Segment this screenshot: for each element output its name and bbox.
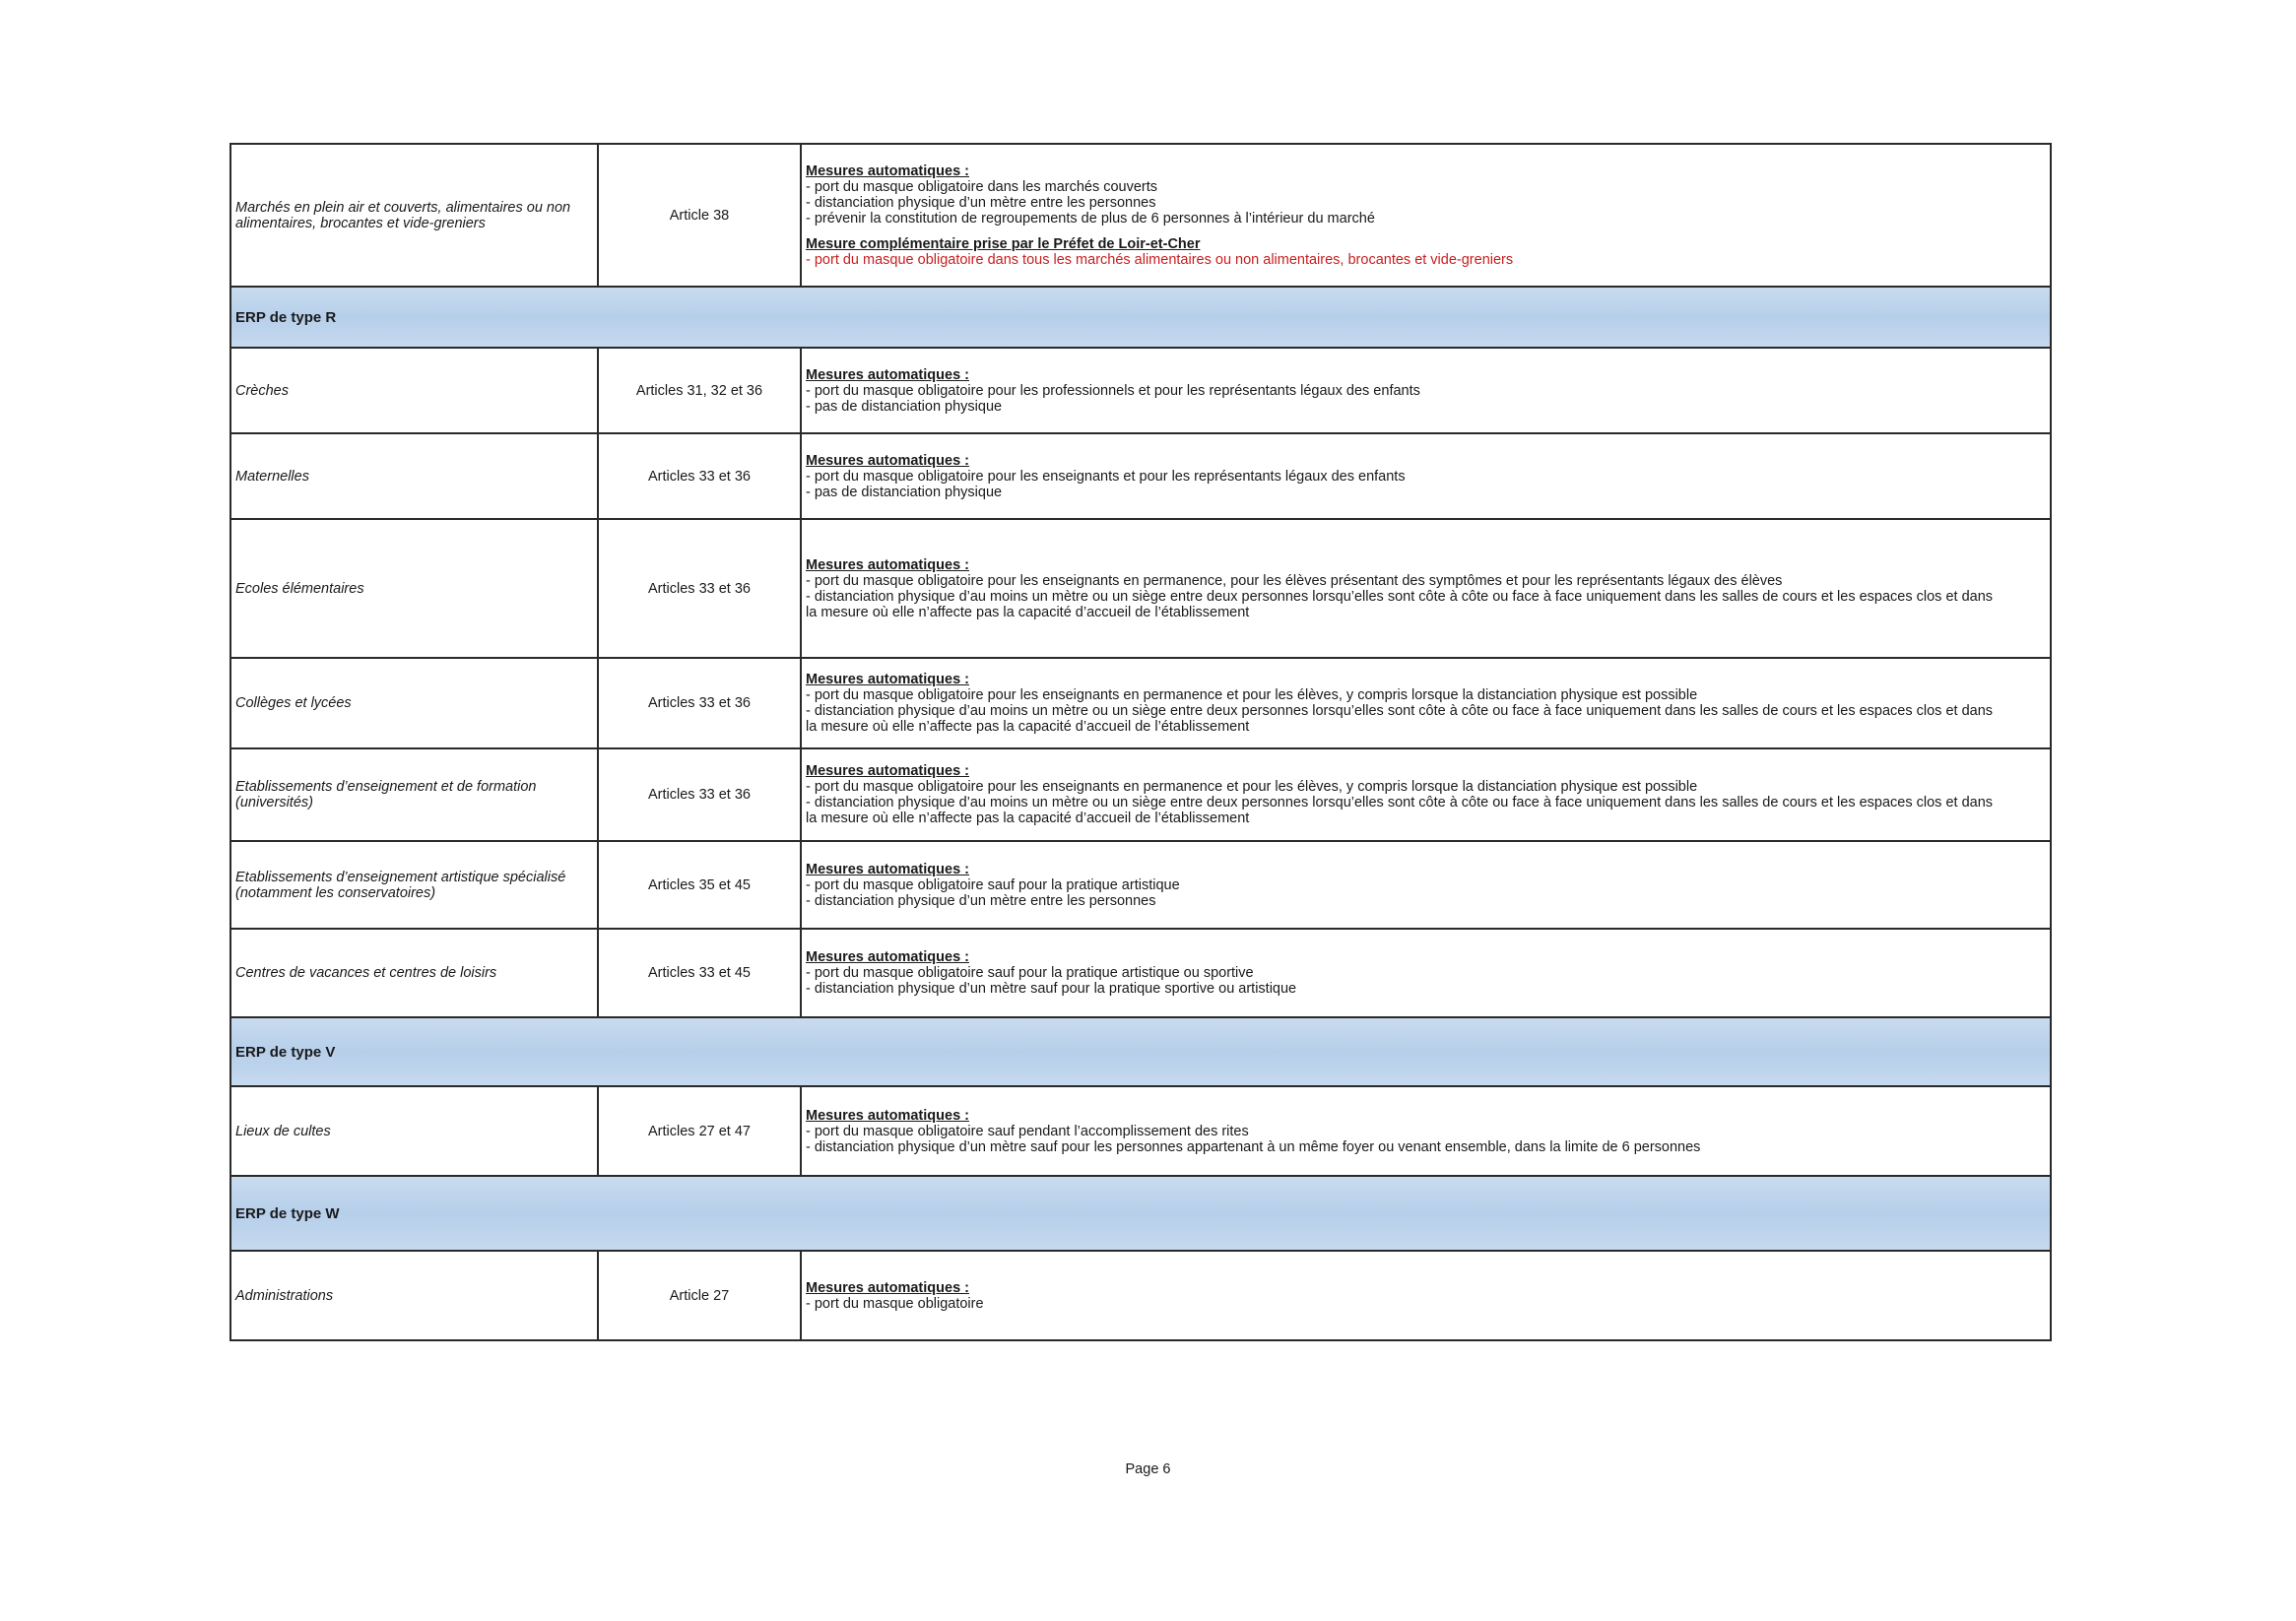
measures-cell bbox=[802, 659, 2050, 747]
table-row bbox=[231, 520, 2052, 659]
measure-line: - distanciation physique d’au moins un mètre ou un siège entre deux personnes lorsqu’elles sont côte à côte ou face à face uniquement dans les salles de cours et les espaces clos et dans bbox=[806, 703, 1994, 719]
article-ref: Articles 33 et 36 bbox=[599, 749, 802, 840]
table-row bbox=[231, 842, 2052, 930]
measure-line: - port du masque obligatoire pour les enseignants en permanence et pour les élèves, y compris lorsque la distanciation physique est possible bbox=[806, 687, 1698, 703]
measures-title: Mesures automatiques : bbox=[806, 452, 969, 469]
measures-table bbox=[230, 143, 2052, 1341]
measures-cell bbox=[802, 145, 2050, 286]
measure-line: - port du masque obligatoire sauf pendant l’accomplissement des rites bbox=[806, 1123, 1249, 1139]
measure-line: - distanciation physique d’au moins un mètre ou un siège entre deux personnes lorsqu’elles sont côte à côte ou face à face uniquement dans les salles de cours et les espaces clos et dans bbox=[806, 588, 1994, 605]
measures-cell bbox=[802, 1087, 2050, 1175]
establishment-label: Maternelles bbox=[231, 434, 599, 518]
measure-line: - pas de distanciation physique bbox=[806, 484, 1003, 500]
measure-line: - distanciation physique d’un mètre sauf pour la pratique sportive ou artistique bbox=[806, 981, 1297, 997]
establishment-label: Collèges et lycées bbox=[231, 659, 599, 747]
measures-cell bbox=[802, 434, 2050, 518]
measures-cell bbox=[802, 749, 2050, 840]
measures-cell bbox=[802, 842, 2050, 928]
measures-title: Mesures automatiques : bbox=[806, 861, 969, 877]
article-ref: Articles 33 et 45 bbox=[599, 930, 802, 1016]
establishment-label: Lieux de cultes bbox=[231, 1087, 599, 1175]
measure-line: - port du masque obligatoire pour les enseignants en permanence, pour les élèves présentant des symptômes et pour les représentants légaux des élèves bbox=[806, 572, 1783, 589]
measure-line: - port du masque obligatoire pour les enseignants en permanence et pour les élèves, y compris lorsque la distanciation physique est possible bbox=[806, 779, 1698, 795]
measure-line: la mesure où elle n’affecte pas la capacité d’accueil de l’établissement bbox=[806, 719, 1250, 735]
measures-title: Mesures automatiques : bbox=[806, 1279, 969, 1296]
measure-line: - distanciation physique d’un mètre entre les personnes bbox=[806, 892, 1156, 909]
measures-title: Mesures automatiques : bbox=[806, 763, 969, 779]
table-row bbox=[231, 1087, 2052, 1177]
article-ref: Article 38 bbox=[599, 145, 802, 286]
table-row bbox=[231, 434, 2052, 520]
measure-line: - distanciation physique d’un mètre entre les personnes bbox=[806, 194, 1156, 211]
extra-measure-title: Mesure complémentaire prise par le Préfet de Loir-et-Cher bbox=[806, 235, 1201, 252]
establishment-label: Centres de vacances et centres de loisirs bbox=[231, 930, 599, 1016]
article-ref: Article 27 bbox=[599, 1252, 802, 1339]
measure-line: - port du masque obligatoire sauf pour la pratique artistique ou sportive bbox=[806, 965, 1254, 981]
measures-cell bbox=[802, 930, 2050, 1016]
establishment-label: Marchés en plein air et couverts, alimentaires ou non alimentaires, brocantes et vide-greniers bbox=[231, 145, 599, 286]
measure-line: - port du masque obligatoire dans les marchés couverts bbox=[806, 178, 1158, 195]
article-ref: Articles 33 et 36 bbox=[599, 659, 802, 747]
article-ref: Articles 33 et 36 bbox=[599, 434, 802, 518]
extra-measure-line: - port du masque obligatoire dans tous les marchés alimentaires ou non alimentaires, brocantes et vide-greniers bbox=[806, 251, 1514, 268]
measure-line: - prévenir la constitution de regroupements de plus de 6 personnes à l’intérieur du marché bbox=[806, 210, 1375, 227]
measures-title: Mesures automatiques : bbox=[806, 1107, 969, 1124]
measure-line: la mesure où elle n’affecte pas la capacité d’accueil de l’établissement bbox=[806, 810, 1250, 826]
measure-line: la mesure où elle n’affecte pas la capacité d’accueil de l’établissement bbox=[806, 604, 1250, 620]
table-row bbox=[231, 659, 2052, 749]
measures-title: Mesures automatiques : bbox=[806, 162, 969, 179]
measure-line: - port du masque obligatoire pour les professionnels et pour les représentants légaux des enfants bbox=[806, 382, 1420, 399]
table-row bbox=[231, 349, 2052, 434]
establishment-label: Etablissements d’enseignement artistique spécialisé (notamment les conservatoires) bbox=[231, 842, 599, 928]
page-number: Page 6 bbox=[1125, 1461, 1171, 1477]
measure-line: - distanciation physique d’un mètre sauf pour les personnes appartenant à un même foyer ou venant ensemble, dans la limite de 6 personnes bbox=[806, 1138, 1701, 1155]
section-header-type-r: ERP de type R bbox=[231, 288, 2052, 349]
measure-line: - pas de distanciation physique bbox=[806, 398, 1003, 415]
measures-title: Mesures automatiques : bbox=[806, 366, 969, 383]
measure-line: - port du masque obligatoire bbox=[806, 1295, 984, 1312]
section-header-type-v: ERP de type V bbox=[231, 1018, 2052, 1087]
table-row bbox=[231, 145, 2052, 288]
measures-title: Mesures automatiques : bbox=[806, 949, 969, 965]
measure-line: - distanciation physique d’au moins un mètre ou un siège entre deux personnes lorsqu’elles sont côte à côte ou face à face uniquement dans les salles de cours et les espaces clos et dans bbox=[806, 795, 1994, 810]
establishment-label: Crèches bbox=[231, 349, 599, 432]
table-row bbox=[231, 1252, 2052, 1341]
establishment-label: Administrations bbox=[231, 1252, 599, 1339]
table-row bbox=[231, 749, 2052, 842]
measures-cell bbox=[802, 1252, 2050, 1339]
article-ref: Articles 27 et 47 bbox=[599, 1087, 802, 1175]
measures-title: Mesures automatiques : bbox=[806, 556, 969, 573]
establishment-label: Etablissements d’enseignement et de formation (universités) bbox=[231, 749, 599, 840]
article-ref: Articles 35 et 45 bbox=[599, 842, 802, 928]
article-ref: Articles 33 et 36 bbox=[599, 520, 802, 657]
table-row bbox=[231, 930, 2052, 1018]
measure-line: - port du masque obligatoire pour les enseignants et pour les représentants légaux des enfants bbox=[806, 468, 1406, 485]
article-ref: Articles 31, 32 et 36 bbox=[599, 349, 802, 432]
measures-cell bbox=[802, 349, 2050, 432]
measures-cell bbox=[802, 520, 2050, 657]
section-header-type-w: ERP de type W bbox=[231, 1177, 2052, 1252]
measure-line: - port du masque obligatoire sauf pour la pratique artistique bbox=[806, 876, 1180, 893]
measures-title: Mesures automatiques : bbox=[806, 672, 969, 687]
establishment-label: Ecoles élémentaires bbox=[231, 520, 599, 657]
